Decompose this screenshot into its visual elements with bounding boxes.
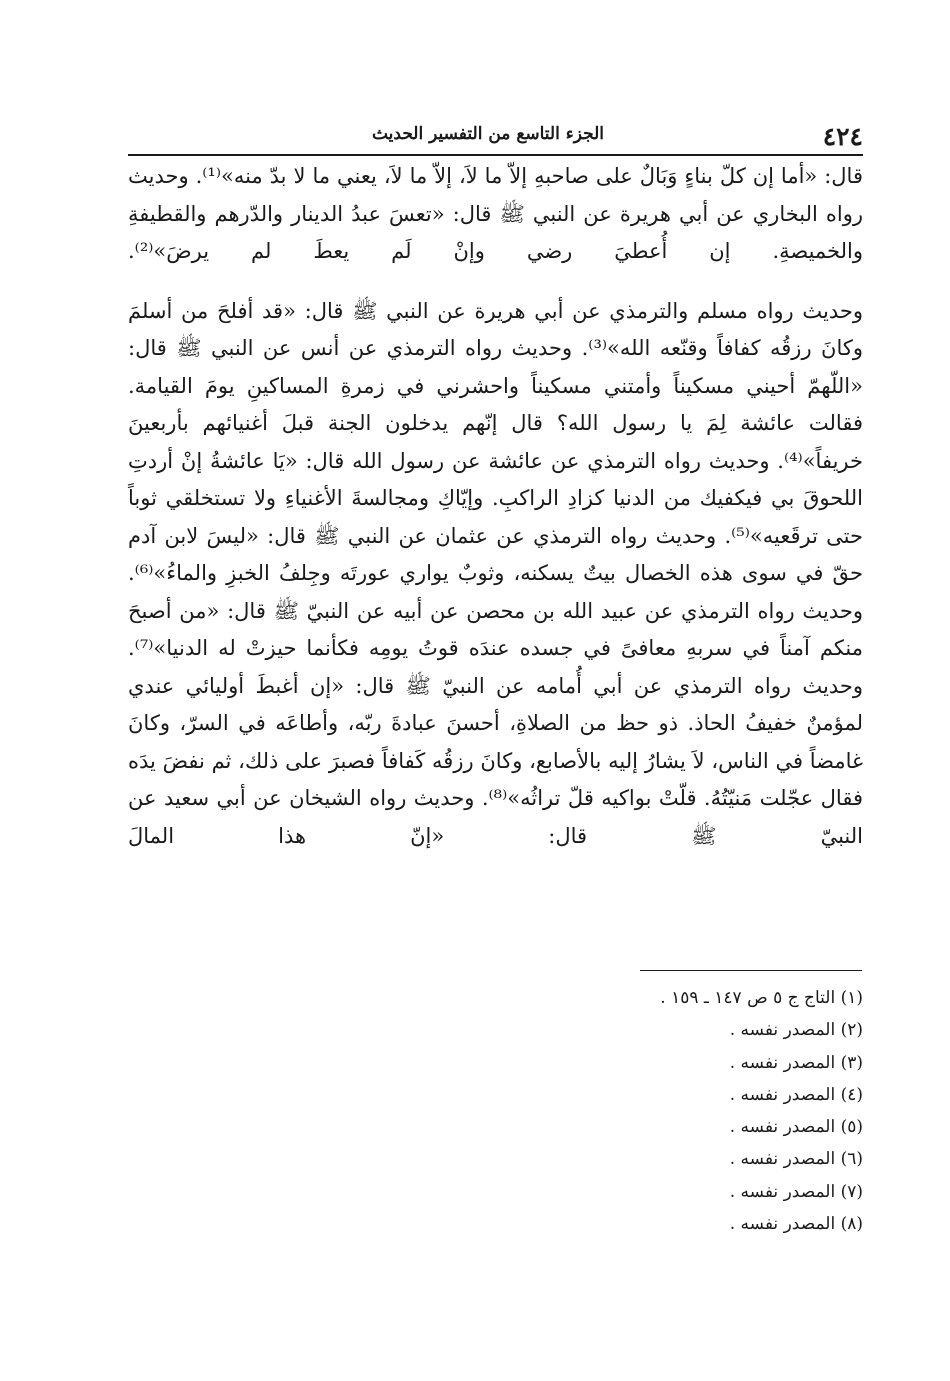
paragraph: قال: «أما إن كلّ بناءٍ وَبَالٌ على صاحبهِ إلاّ ما لاَ، إلاّ ما لاَ، يعني ما لا بدّ منه»⁽¹⁾. وحديث رواه البخاري عن أبي هريرة عن النبي ﷺ قال: «تعسَ عبدُ الدينار والدّرهم والقطيفةِ والخميصةِ. إن أُعطيَ رضي وإنْ لَم يعطَ لم يرضَ»⁽²⁾. [128, 164, 863, 263]
footnote: (٥) المصدر نفسه . [729, 1117, 863, 1138]
running-title: الجزء التاسع من التفسير الحديث [371, 124, 604, 144]
footnote: (٣) المصدر نفسه . [729, 1052, 863, 1073]
footnote-rule [640, 970, 862, 971]
footnote: (٤) المصدر نفسه . [729, 1084, 863, 1105]
footnote: (٢) المصدر نفسه . [729, 1020, 863, 1041]
footnote: (٦) المصدر نفسه . [729, 1149, 863, 1170]
main-text [128, 158, 863, 855]
footnote: (٧) المصدر نفسه . [729, 1181, 863, 1202]
page-header [128, 112, 863, 154]
footnote: (١) التاج ج ٥ ص ١٤٧ ـ ١٥٩ . [660, 988, 863, 1008]
page-number: ٤٢٤ [822, 122, 863, 151]
paragraph-gap [128, 271, 863, 293]
footnotes-list [128, 982, 863, 1240]
paragraph: وحديث رواه مسلم والترمذي عن أبي هريرة عن النبي ﷺ قال: «قد أفلحَ من أسلمَ وكانَ رزقُه كفافاً وقنّعه الله»⁽³⁾. وحديث رواه الترمذي عن أنس عن النبي ﷺ قال: «اللّهمّ أحيني مسكيناً وأمتني مسكيناً واحشرني في زمرةِ المساكينِ يومَ القيامة. فقالت عائشة لِمَ يا رسول الله؟ قال إنّهم يدخلون الجنة قبلَ أغنيائهم بأربعينَ خريفاً»⁽⁴⁾. وحديث رواه الترمذي عن عائشة عن رسول الله قال: «يَا عائشةُ إنْ أردتِ اللحوقَ بي فيكفيك من الدنيا كزادِ الراكبِ. وإيّاكِ ومجالسةَ الأغنياءِ ولا تستخلقي ثوباً حتى ترقَعيه»⁽⁵⁾. وحديث رواه الترمذي عن عثمان عن النبي ﷺ قال: «ليسَ لابن آدم حقّ في سوى هذه الخصال بيتٌ يسكنه، وثوبٌ يواري عورتَه وجِلفُ الخبزِ والماءُ»⁽⁶⁾. وحديث رواه الترمذي عن عبيد الله بن محصن عن أبيه عن النبيّ ﷺ قال: «من أصبحَ منكم آمناً في سربهِ معافىً في جسده عندَه قوتُ يومِه فكأنما حيزتْ له الدنيا»⁽⁷⁾. وحديث رواه الترمذي عن أبي أُمامه عن النبيّ ﷺ قال: «إن أغبطَ أوليائي عندي لمؤمنٌ خفيفُ الحاذ. ذو حظ من الصلاةِ، أحسنَ عبادةَ ربّه، وأطاعَه في السرّ، وكانَ غامضاً في الناس، لاَ يشارُ إليه بالأصابع، وكانَ رزقُه كَفافاً فصبرَ على ذلك، ثم نفضَ يدَه فقال عجّلت مَنيّتُهُ. قلّتْ بواكيه قلّ تراثُه»⁽⁸⁾. وحديث رواه الشيخان عن أبي سعيد عن النبيّ ﷺ قال: «إنّ هذا المالَ [128, 298, 864, 848]
footnote: (٨) المصدر نفسه . [729, 1214, 863, 1235]
header-rule [128, 154, 863, 156]
